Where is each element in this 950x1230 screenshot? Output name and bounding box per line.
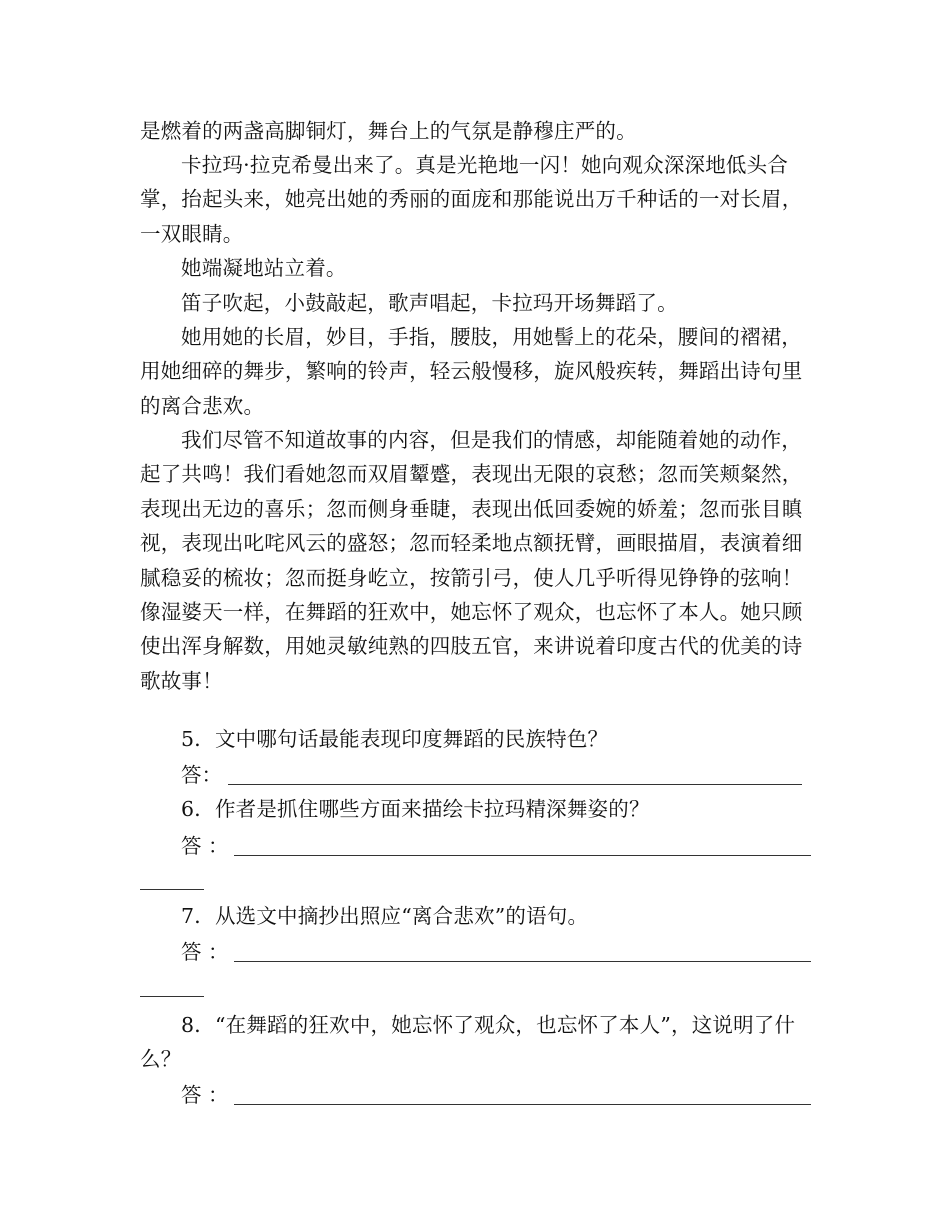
question-8: 8．“在舞蹈的狂欢中，她忘怀了观众，也忘怀了本人”，这说明了什么？ xyxy=(140,1013,796,1072)
passage-paragraph-1: 是燃着的两盏高脚铜灯，舞台上的气氛是静穆庄严的。 xyxy=(140,119,637,143)
answer-line-5[interactable] xyxy=(228,784,802,785)
answer-line-6[interactable] xyxy=(234,855,811,856)
answer-line-7[interactable] xyxy=(234,961,811,962)
answer-label-6: 答 ： xyxy=(181,834,229,858)
passage-paragraph-6: 我们尽管不知道故事的内容，但是我们的情感，却能随着她的动作，起了共鸣！我们看她忽而双眉颦蹙，表现出无限的哀愁；忽而笑颊粲然，表现出无边的喜乐；忽而侧身垂睫，表现出低回委婉的娇羞；忽而张目瞋视，表现出叱咤风云的盛怒；忽而轻柔地点额抚臂，画眼描眉，表演着细腻稳妥的梳妆；忽而挺身屹立，按箭引弓，使人几乎听得见铮铮的弦响！像湿婆天一样，在舞蹈的狂欢中，她忘怀了观众，也忘怀了本人。她只顾使出浑身解数，用她灵敏纯熟的四肢五官，来讲说着印度古代的优美的诗歌故事！ xyxy=(140,428,803,693)
passage-paragraph-3: 她端凝地站立着。 xyxy=(181,256,347,280)
question-7: 7．从选文中摘抄出照应“离合悲欢”的语句。 xyxy=(181,904,589,928)
passage-paragraph-4: 笛子吹起，小鼓敲起，歌声唱起，卡拉玛开场舞蹈了。 xyxy=(181,291,678,315)
answer-line-8[interactable] xyxy=(234,1104,811,1105)
question-5: 5．文中哪句话最能表现印度舞蹈的民族特色？ xyxy=(181,727,609,751)
passage-paragraph-2: 卡拉玛·拉克希曼出来了。真是光艳地一闪！她向观众深深地低头合掌，抬起头来，她亮出她的秀丽的面庞和那能说出万千种话的一对长眉，一双眼睛。 xyxy=(140,153,803,246)
answer-label-7: 答 ： xyxy=(181,940,229,964)
answer-label-5: 答： xyxy=(181,763,222,787)
answer-line-7-continued[interactable] xyxy=(140,996,204,997)
answer-label-8: 答 ： xyxy=(181,1083,229,1107)
question-6: 6．作者是抓住哪些方面来描绘卡拉玛精深舞姿的？ xyxy=(181,797,650,821)
answer-line-6-continued[interactable] xyxy=(140,889,204,890)
passage-paragraph-5: 她用她的长眉，妙目，手指，腰肢，用她髻上的花朵，腰间的褶裙，用她细碎的舞步，繁响的铃声，轻云般慢移，旋风般疾转，舞蹈出诗句里的离合悲欢。 xyxy=(140,325,803,418)
